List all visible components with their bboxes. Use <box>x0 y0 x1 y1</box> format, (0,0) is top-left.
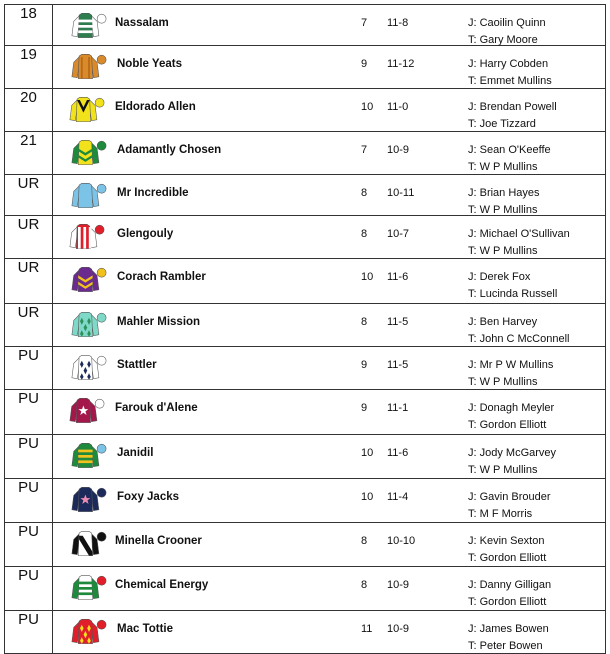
jockey-silks-icon <box>71 263 107 295</box>
horse-age: 8 <box>361 228 368 240</box>
trainer-name: T: W P Mullins <box>468 464 538 476</box>
horse-name: Noble Yeats <box>117 58 182 70</box>
trainer-name: T: Gordon Elliott <box>468 596 547 608</box>
jockey-name: J: Harry Cobden <box>468 58 549 70</box>
horse-name: Adamantly Chosen <box>117 144 222 156</box>
finish-position: PU <box>5 479 53 523</box>
trainer-name: T: John C McConnell <box>468 333 570 345</box>
result-row <box>5 567 606 611</box>
runner-info <box>53 567 606 611</box>
jockey-silks-icon <box>71 615 107 647</box>
horse-age: 8 <box>361 316 368 328</box>
jockey-name: J: Danny Gilligan <box>468 579 552 591</box>
horse-weight: 11-4 <box>387 491 409 503</box>
horse-name: Stattler <box>117 359 157 371</box>
finish-position: UR <box>5 259 53 304</box>
jockey-name: J: Jody McGarvey <box>468 447 557 459</box>
jockey-name: J: Mr P W Mullins <box>468 359 554 371</box>
horse-weight: 10-7 <box>387 228 410 240</box>
trainer-name: T: W P Mullins <box>468 245 538 257</box>
horse-age: 10 <box>361 447 374 459</box>
horse-age: 9 <box>361 58 368 70</box>
result-row <box>5 89 606 132</box>
horse-age: 11 <box>361 623 373 635</box>
horse-age: 7 <box>361 17 368 29</box>
jockey-silks-icon <box>69 220 105 252</box>
jockey-silks-icon <box>71 308 107 340</box>
trainer-name: T: M F Morris <box>468 508 533 520</box>
horse-name: Farouk d'Alene <box>115 402 198 414</box>
trainer-name: T: Gordon Elliott <box>468 552 547 564</box>
jockey-name: J: Caoilin Quinn <box>468 17 546 29</box>
horse-age: 8 <box>361 579 368 591</box>
jockey-silks-icon <box>69 93 105 125</box>
horse-weight: 10-10 <box>387 535 416 547</box>
jockey-silks-icon <box>69 394 105 426</box>
result-row <box>5 435 606 479</box>
jockey-name: J: Sean O'Keeffe <box>468 144 551 156</box>
horse-name: Mr Incredible <box>117 187 189 199</box>
trainer-name: T: Emmet Mullins <box>468 75 552 87</box>
result-row <box>5 390 606 435</box>
runner-info <box>53 435 606 479</box>
result-row <box>5 216 606 259</box>
trainer-name: T: W P Mullins <box>468 204 538 216</box>
runner-info <box>53 347 606 390</box>
runner-info <box>53 523 606 567</box>
result-row <box>5 175 606 216</box>
horse-age: 10 <box>361 491 374 503</box>
horse-weight: 11-6 <box>387 447 409 459</box>
trainer-name: T: Joe Tizzard <box>468 118 536 130</box>
horse-weight: 11-0 <box>387 101 409 113</box>
horse-name: Glengouly <box>117 228 174 240</box>
horse-age: 10 <box>361 271 374 283</box>
runner-info <box>53 46 606 89</box>
horse-age: 8 <box>361 535 368 547</box>
horse-weight: 10-11 <box>387 187 415 199</box>
horse-name: Nassalam <box>115 17 169 29</box>
horse-name: Mac Tottie <box>117 623 174 635</box>
jockey-name: J: James Bowen <box>468 623 549 635</box>
horse-age: 9 <box>361 402 368 414</box>
finish-position: UR <box>5 216 53 259</box>
horse-name: Minella Crooner <box>115 535 202 547</box>
runner-info <box>53 175 606 216</box>
horse-weight: 11-5 <box>387 316 409 328</box>
trainer-name: T: Gordon Elliott <box>468 419 547 431</box>
jockey-name: J: Kevin Sexton <box>468 535 545 547</box>
horse-name: Corach Rambler <box>117 271 206 283</box>
jockey-silks-icon <box>71 179 107 211</box>
runner-info <box>53 216 606 259</box>
result-row <box>5 304 606 347</box>
jockey-silks-icon <box>71 483 107 515</box>
jockey-silks-icon <box>71 571 107 603</box>
runner-info <box>53 5 606 46</box>
finish-position: 21 <box>5 132 53 175</box>
runner-info <box>53 259 606 304</box>
finish-position: 20 <box>5 89 53 132</box>
finish-position: PU <box>5 611 53 654</box>
horse-weight: 10-9 <box>387 579 410 591</box>
horse-age: 10 <box>361 101 374 113</box>
horse-name: Chemical Energy <box>115 579 209 591</box>
jockey-silks-icon <box>71 136 107 168</box>
horse-weight: 11-6 <box>387 271 409 283</box>
finish-position: 19 <box>5 46 53 89</box>
horse-weight: 11-12 <box>387 58 415 70</box>
jockey-name: J: Ben Harvey <box>468 316 538 328</box>
horse-weight: 11-1 <box>387 402 409 414</box>
horse-age: 7 <box>361 144 368 156</box>
horse-name: Foxy Jacks <box>117 491 180 503</box>
result-row <box>5 523 606 567</box>
runner-info <box>53 390 606 435</box>
jockey-name: J: Donagh Meyler <box>468 402 555 414</box>
finish-position: PU <box>5 567 53 611</box>
trainer-name: T: Peter Bowen <box>468 640 543 652</box>
horse-name: Eldorado Allen <box>115 101 196 113</box>
horse-weight: 10-9 <box>387 144 410 156</box>
horse-name: Mahler Mission <box>117 316 201 328</box>
trainer-name: T: W P Mullins <box>468 376 538 388</box>
finish-position: UR <box>5 304 53 347</box>
finish-position: PU <box>5 347 53 390</box>
result-row <box>5 259 606 304</box>
horse-weight: 11-8 <box>387 17 409 29</box>
jockey-name: J: Brendan Powell <box>468 101 557 113</box>
jockey-name: J: Gavin Brouder <box>468 491 551 503</box>
result-row <box>5 479 606 523</box>
finish-position: PU <box>5 435 53 479</box>
trainer-name: T: Gary Moore <box>468 34 538 46</box>
jockey-silks-icon <box>71 50 107 82</box>
jockey-name: J: Brian Hayes <box>468 187 540 199</box>
jockey-silks-icon <box>71 9 107 41</box>
runner-info <box>53 479 606 523</box>
jockey-silks-icon <box>71 439 107 471</box>
horse-weight: 11-5 <box>387 359 409 371</box>
runner-info <box>53 611 606 654</box>
horse-age: 9 <box>361 359 368 371</box>
runner-info <box>53 132 606 175</box>
runner-info <box>53 89 606 132</box>
jockey-name: J: Michael O'Sullivan <box>468 228 570 240</box>
horse-age: 8 <box>361 187 368 199</box>
result-row <box>5 347 606 390</box>
jockey-name: J: Derek Fox <box>468 271 531 283</box>
result-row <box>5 611 606 654</box>
horse-name: Janidil <box>117 447 154 459</box>
trainer-name: T: Lucinda Russell <box>468 288 558 300</box>
runner-info <box>53 304 606 347</box>
result-row <box>5 5 606 46</box>
result-row <box>5 46 606 89</box>
trainer-name: T: W P Mullins <box>468 161 538 173</box>
jockey-silks-icon <box>71 527 107 559</box>
horse-weight: 10-9 <box>387 623 410 635</box>
jockey-silks-icon <box>71 351 107 383</box>
results-table <box>4 4 606 654</box>
finish-position: 18 <box>5 5 53 46</box>
finish-position: UR <box>5 175 53 216</box>
finish-position: PU <box>5 523 53 567</box>
finish-position: PU <box>5 390 53 435</box>
result-row <box>5 132 606 175</box>
